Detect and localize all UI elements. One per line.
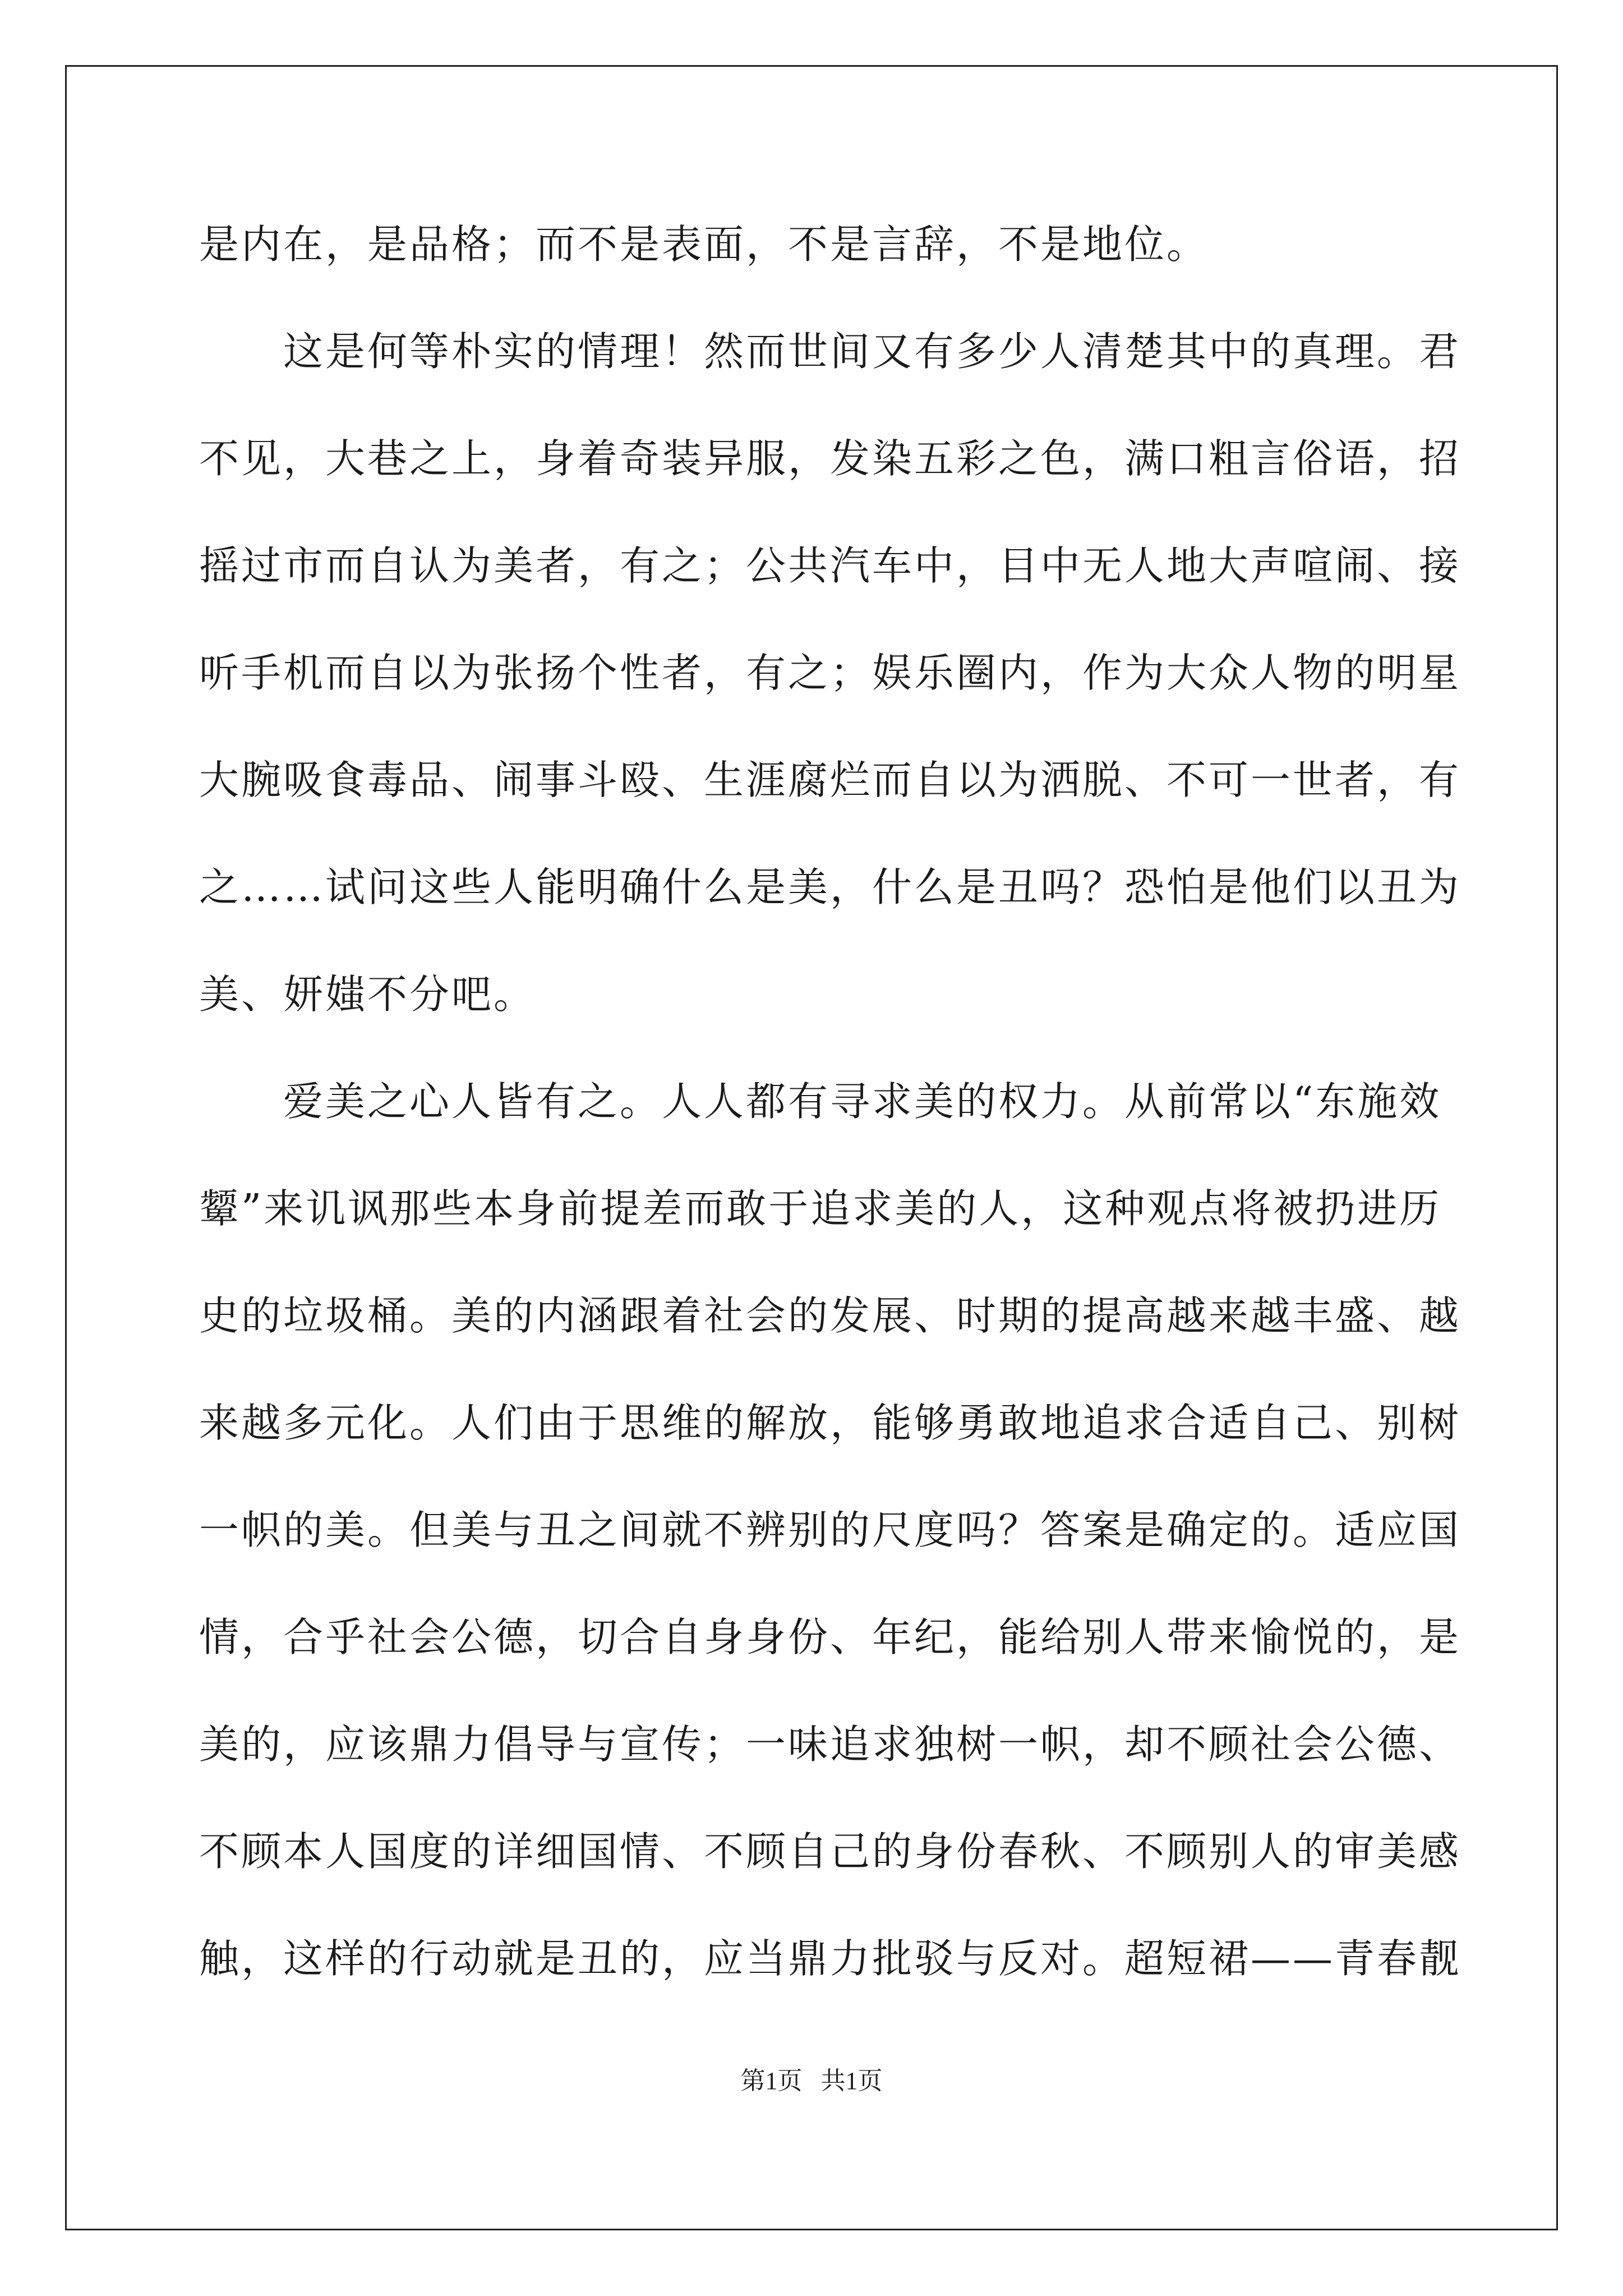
text-line-9: 爱美之心人皆有之。人人都有寻求美的权力。从前常以“东施效: [283, 1078, 1442, 1125]
text-line-5: 听手机而自以为张扬个性者，有之；娱乐圈内，作为大众人物的明星: [199, 650, 1461, 696]
text-line-13: 一帜的美。但美与丑之间就不辨别的尺度吗？答案是确定的。适应国: [199, 1507, 1461, 1553]
text-line-16: 不顾本人国度的详细国情、不顾自己的身份春秋、不顾别人的审美感: [199, 1828, 1461, 1875]
text-line-7: 之……试问这些人能明确什么是美，什么是丑吗？恐怕是他们以丑为: [199, 864, 1461, 910]
page-number: 第1页: [740, 2067, 803, 2095]
text-line-6: 大腕吸食毒品、闹事斗殴、生涯腐烂而自以为洒脱、不可一世者，有: [199, 757, 1461, 803]
document-body: [199, 191, 1461, 2012]
page-total: 共1页: [820, 2067, 883, 2095]
text-line-11: 史的垃圾桶。美的内涵跟着社会的发展、时期的提高越来越丰盛、越: [199, 1292, 1461, 1339]
text-line-12: 来越多元化。人们由于思维的解放，能够勇敢地追求合适自己、别树: [199, 1400, 1461, 1446]
page-footer: [0, 2064, 1623, 2098]
text-line-14: 情，合乎社会公德，切合自身身份、年纪，能给别人带来愉悦的，是: [199, 1614, 1461, 1660]
text-line-3: 不见，大巷之上，身着奇装异服，发染五彩之色，满口粗言俗语，招: [199, 435, 1461, 482]
text-line-2: 这是何等朴实的情理！然而世间又有多少人清楚其中的真理。君: [283, 328, 1461, 375]
text-line-10: 颦”来讥讽那些本身前提差而敢于追求美的人，这种观点将被扔进历: [199, 1185, 1442, 1232]
text-line-17: 触，这样的行动就是丑的，应当鼎力批驳与反对。超短裙——青春靓: [199, 1935, 1461, 1982]
text-line-15: 美的，应该鼎力倡导与宣传；一味追求独树一帜，却不顾社会公德、: [199, 1721, 1461, 1768]
text-line-8: 美、妍媸不分吧。: [199, 971, 536, 1018]
text-line-4: 摇过市而自认为美者，有之；公共汽车中，目中无人地大声喧闹、接: [199, 542, 1461, 589]
text-line-1: 是内在，是品格；而不是表面，不是言辞，不是地位。: [199, 221, 1209, 268]
